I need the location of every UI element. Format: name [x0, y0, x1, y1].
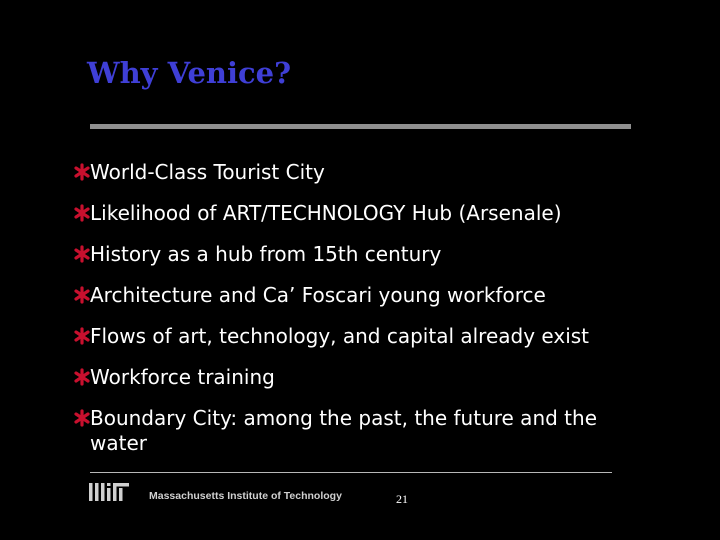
- mit-logo: [89, 481, 131, 503]
- footer-divider: [90, 472, 612, 473]
- bullet-item: [74, 160, 634, 185]
- asterisk-bullet-icon: [74, 368, 90, 386]
- institute-name: Massachusetts Institute of Technology: [149, 490, 342, 502]
- bullet-list: [74, 160, 634, 472]
- bullet-text: Flows of art, technology, and capital already exist: [90, 324, 590, 348]
- asterisk-bullet-icon: [74, 204, 90, 222]
- bullet-item: [74, 324, 634, 349]
- asterisk-bullet-icon: [74, 327, 90, 345]
- bullet-item: [74, 242, 634, 267]
- bullet-text: Boundary City: among the past, the future and the water: [90, 406, 597, 455]
- asterisk-bullet-icon: [74, 163, 90, 181]
- page-number: 21: [396, 492, 408, 506]
- bullet-item: [74, 406, 634, 456]
- bullet-text: Architecture and Ca’ Foscari young workforce: [90, 283, 546, 307]
- asterisk-bullet-icon: [74, 245, 90, 263]
- bullet-text: History as a hub from 15th century: [90, 242, 442, 266]
- bullet-text: Likelihood of ART/TECHNOLOGY Hub (Arsenale): [90, 201, 562, 225]
- bullet-text: World-Class Tourist City: [90, 160, 325, 184]
- bullet-item: [74, 283, 634, 308]
- bullet-item: [74, 201, 634, 226]
- slide-title: Why Venice?: [87, 56, 292, 90]
- asterisk-bullet-icon: [74, 409, 90, 427]
- title-divider: [90, 124, 631, 129]
- asterisk-bullet-icon: [74, 286, 90, 304]
- bullet-text: Workforce training: [90, 365, 275, 389]
- bullet-item: [74, 365, 634, 390]
